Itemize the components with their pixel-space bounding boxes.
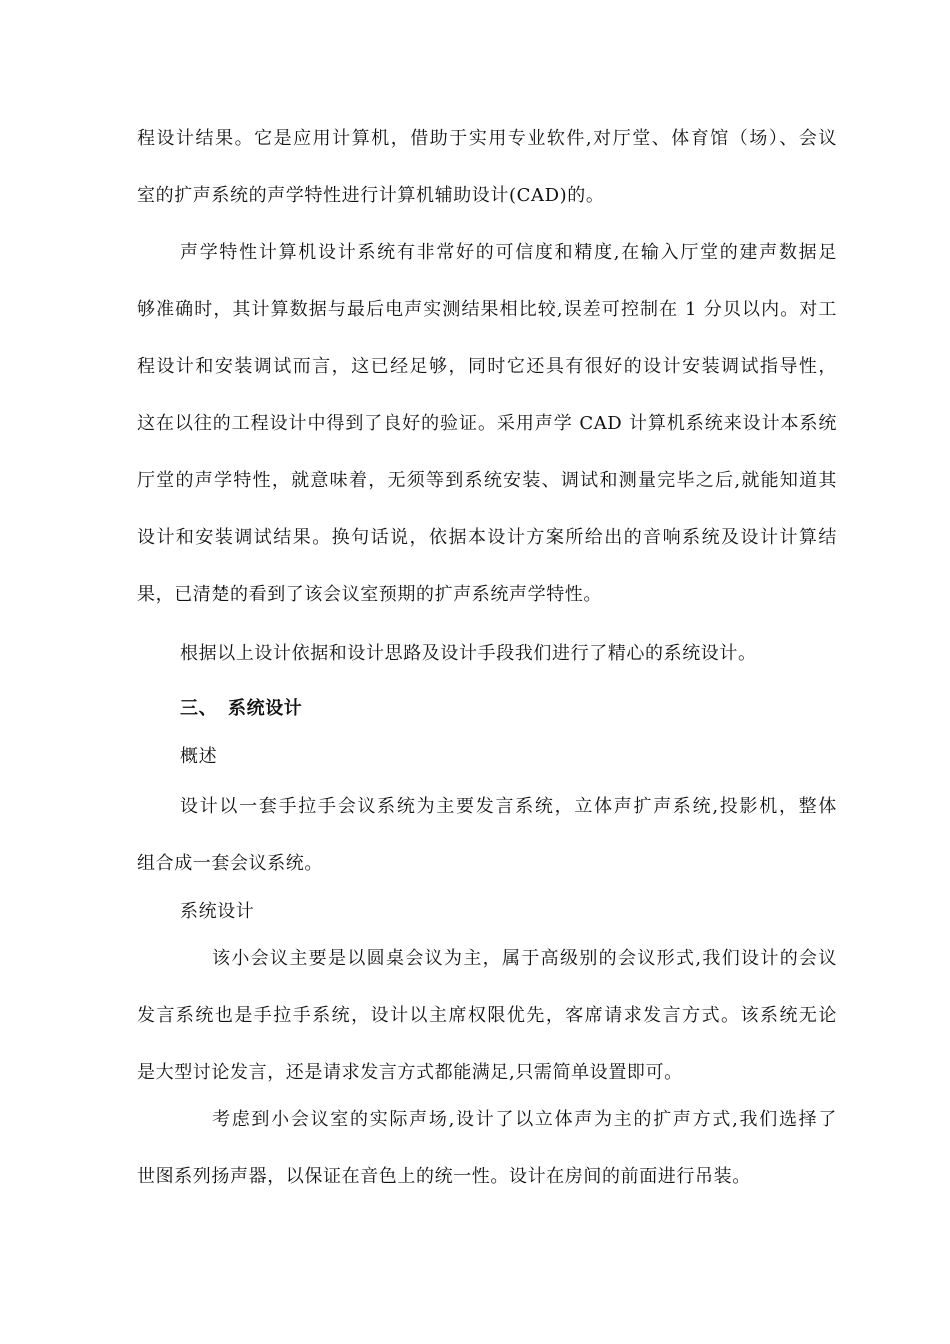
paragraph-5-line-3: 是大型讨论发言，还是请求发言方式都能满足,只需简单设置即可。 <box>137 1062 683 1083</box>
paragraph-6-line-2: 世图系列扬声器，以保证在音色上的统一性。设计在房间的前面进行吊装。 <box>137 1166 751 1187</box>
paragraph-2-line-3: 程设计和安装调试而言，这已经足够，同时它还具有很好的设计安装调试指导性， <box>137 356 837 377</box>
subheading-system-design: 系统设计 <box>180 901 255 922</box>
paragraph-2-line-2: 够准确时，其计算数据与最后电声实测结果相比较,误差可控制在 1 分贝以内。对工 <box>137 299 837 320</box>
paragraph-4-line-2: 组合成一套会议系统。 <box>137 853 323 874</box>
paragraph-2-line-7: 果，已清楚的看到了该会议室预期的扩声系统声学特性。 <box>137 584 602 605</box>
paragraph-2-line-1: 声学特性计算机设计系统有非常好的可信度和精度,在输入厅堂的建声数据足 <box>180 242 837 263</box>
paragraph-5-line-1: 该小会议主要是以圆桌会议为主，属于高级别的会议形式,我们设计的会议 <box>212 948 837 969</box>
section-number: 三、 <box>180 698 218 719</box>
paragraph-6-line-1: 考虑到小会议室的实际声场,设计了以立体声为主的扩声方式,我们选择了 <box>212 1109 837 1130</box>
paragraph-2-line-6: 设计和安装调试结果。换句话说，依据本设计方案所给出的音响系统及设计计算结 <box>137 527 837 548</box>
paragraph-2-line-4: 这在以往的工程设计中得到了良好的验证。采用声学 CAD 计算机系统来设计本系统 <box>137 413 837 434</box>
paragraph-1-line-2: 室的扩声系统的声学特性进行计算机辅助设计(CAD)的。 <box>137 185 605 206</box>
subheading-overview: 概述 <box>180 746 218 767</box>
paragraph-2-line-5: 厅堂的声学特性，就意味着，无须等到系统安装、调试和测量完毕之后,就能知道其 <box>137 470 837 491</box>
paragraph-5-line-2: 发言系统也是手拉手系统，设计以主席权限优先，客席请求发言方式。该系统无论 <box>137 1005 837 1026</box>
paragraph-3-line-1: 根据以上设计依据和设计思路及设计手段我们进行了精心的系统设计。 <box>180 643 757 664</box>
paragraph-1-line-1: 程设计结果。它是应用计算机，借助于实用专业软件,对厅堂、体育馆（场）、会议 <box>137 128 837 149</box>
section-heading <box>180 696 880 722</box>
paragraph-4-line-1: 设计以一套手拉手会议系统为主要发言系统，立体声扩声系统,投影机，整体 <box>180 796 837 817</box>
section-title: 系统设计 <box>228 698 303 719</box>
